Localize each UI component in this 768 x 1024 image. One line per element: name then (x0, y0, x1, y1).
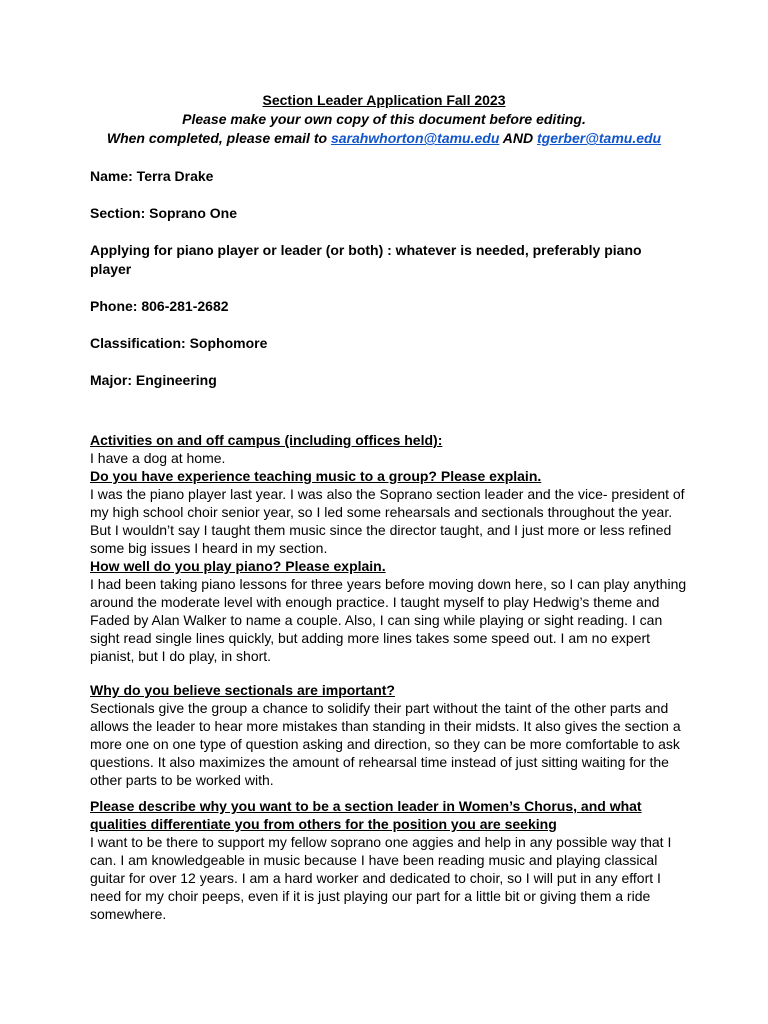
question-section-leader: Please describe why you want to be a section leader in Women’s Chorus, and what qualities differentiate you from others for the position you are seeking (90, 798, 642, 832)
field-major: Major: Engineering (90, 372, 217, 388)
email-instruction (0, 129, 768, 148)
field-phone: Phone: 806-281-2682 (90, 298, 229, 314)
answer-activities: I have a dog at home. (90, 450, 226, 466)
field-section: Section: Soprano One (90, 205, 238, 221)
question-teaching: Do you have experience teaching music to a group? Please explain. (90, 468, 542, 484)
email-link-sarahwhorton[interactable]: sarahwhorton@tamu.edu (330, 130, 500, 146)
qa-activities (90, 431, 690, 665)
answer-section-leader: I want to be there to support my fellow soprano one aggies and help in any possible way that I can. I am knowledgeable in music because I have been reading music and playing classical guitar for over 12 years. I am a hard worker and dedicated to choir, so I will put in any effort I need for my choir peeps, even if it is just playing our part for a little bit or giving them a ride somewhere. (90, 834, 672, 922)
email-link-tgerber[interactable]: tgerber@tamu.edu (536, 130, 662, 146)
question-sectionals: Why do you believe sectionals are important? (90, 682, 395, 698)
qa-sectionals (90, 681, 690, 789)
copy-instruction: Please make your own copy of this document before editing. (182, 111, 586, 127)
email-prefix: When completed, please email to (106, 130, 331, 146)
document-header (0, 91, 768, 148)
question-activities: Activities on and off campus (including offices held): (90, 432, 443, 448)
qa-section-leader (90, 797, 690, 923)
answer-piano: I had been taking piano lessons for three years before moving down here, so I can play anything around the moderate level with enough practice. I taught myself to play Hedwig’s theme and Faded by Alan Walker to name a couple. Also, I can sing while playing or sight reading. I can sight read single lines quickly, but adding more lines takes some speed out. I am no expert pianist, but I do play, in short. (90, 576, 687, 664)
email-and: AND (499, 130, 537, 146)
document-title: Section Leader Application Fall 2023 (262, 92, 506, 108)
applicant-fields (90, 167, 680, 408)
answer-sectionals: Sectionals give the group a chance to solidify their part without the taint of the other parts and allows the leader to hear more mistakes than standing in their midsts. It also gives the section a more one on one type of question asking and direction, so they can be more comfortable to ask questions. It also maximizes the amount of rehearsal time instead of just sitting waiting for the other parts to be worked with. (90, 700, 681, 788)
field-applying: Applying for piano player or leader (or both) : whatever is needed, preferably piano player (90, 242, 642, 277)
field-classification: Classification: Sophomore (90, 335, 268, 351)
answer-teaching: I was the piano player last year. I was also the Soprano section leader and the vice- president of my high school choir senior year, so I led some rehearsals and sectionals throughout the year. But I wouldn’t say I taught them music since the director taught, and I just more or less refined some big issues I heard in my section. (90, 486, 685, 556)
question-piano: How well do you play piano? Please explain. (90, 558, 386, 574)
field-name: Name: Terra Drake (90, 168, 214, 184)
